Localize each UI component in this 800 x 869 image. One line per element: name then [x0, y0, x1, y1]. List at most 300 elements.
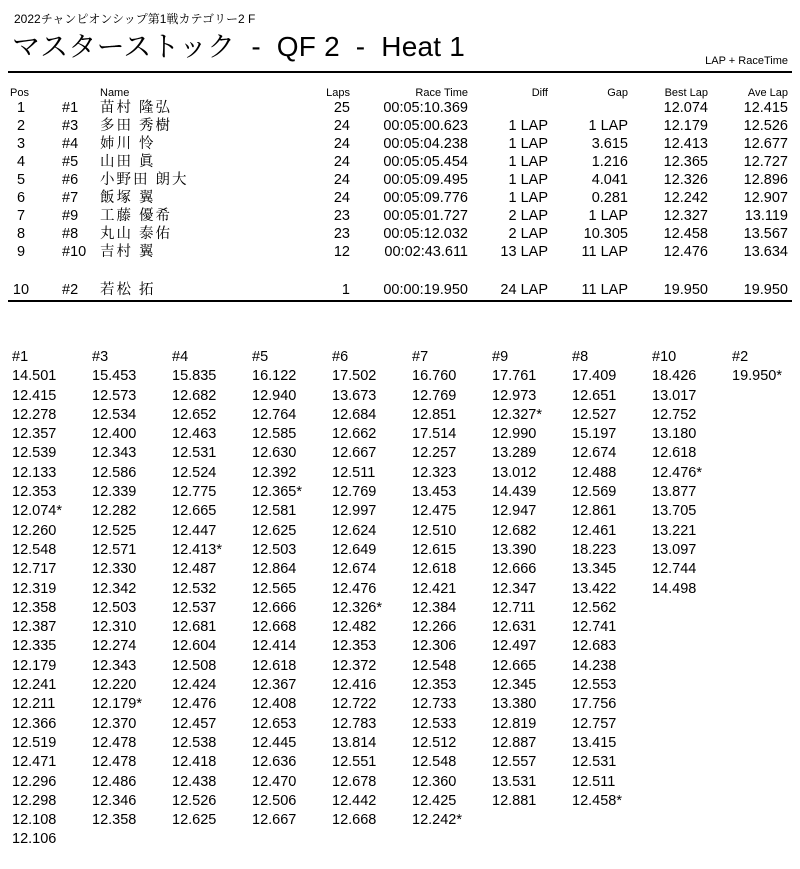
result-pos: 8 — [16, 226, 26, 242]
lap-column — [732, 348, 800, 387]
lap-time: 12.569 — [572, 484, 617, 501]
lap-time: 12.940 — [252, 387, 297, 404]
lap-time: 12.557 — [492, 754, 537, 771]
lap-time: 12.457 — [172, 715, 217, 732]
lap-time: 13.017 — [652, 387, 697, 404]
lap-time: 12.278 — [12, 406, 57, 423]
lap-time: 12.241 — [12, 677, 57, 694]
lap-time: 12.615 — [412, 541, 457, 558]
lap-time: 12.511 — [572, 773, 616, 790]
result-ave-lap: 12.907 — [743, 190, 788, 206]
lap-time: 16.760 — [412, 368, 457, 385]
lap-time: 12.470 — [252, 773, 297, 790]
lap-time: 12.343 — [92, 445, 137, 462]
col-ave-lap: Ave Lap — [747, 87, 788, 99]
lap-time: 12.482 — [332, 619, 377, 636]
lap-time: 12.532 — [172, 580, 217, 597]
lap-time: 12.497 — [492, 638, 537, 655]
lap-time: 12.548 — [412, 657, 457, 674]
lap-time: 12.447 — [172, 522, 217, 539]
lap-time: 12.668 — [252, 619, 297, 636]
result-laps: 24 — [333, 172, 350, 188]
result-race-time: 00:05:09.495 — [383, 172, 468, 188]
result-car-number: #7 — [62, 190, 79, 206]
lap-time: 12.665 — [172, 503, 217, 520]
result-car-number: #5 — [62, 154, 79, 170]
col-race-time: Race Time — [415, 87, 468, 99]
result-diff: 1 LAP — [508, 172, 548, 188]
lap-time: 12.488 — [572, 464, 617, 481]
lap-time: 12.752 — [652, 406, 697, 423]
result-car-number: #8 — [62, 226, 79, 242]
lap-time: 12.684 — [332, 406, 377, 423]
result-pos: 7 — [16, 208, 26, 224]
lap-column-car-number: #1 — [12, 349, 29, 365]
lap-time: 12.581 — [252, 503, 297, 520]
lap-time: 12.310 — [92, 619, 137, 636]
lap-time: 12.296 — [12, 773, 57, 790]
lap-time: 12.343 — [92, 657, 137, 674]
col-laps: Laps — [326, 87, 350, 99]
lap-time: 12.413* — [172, 541, 222, 558]
lap-time: 12.662 — [332, 426, 377, 443]
result-best-lap: 12.074 — [663, 100, 708, 116]
lap-time: 12.476* — [652, 464, 702, 481]
lap-time: 12.357 — [12, 426, 57, 443]
lap-time: 12.631 — [492, 619, 537, 636]
result-driver-name: 山田 眞 — [100, 154, 156, 170]
lap-time: 12.548 — [412, 754, 457, 771]
lap-column-car-number: #2 — [732, 349, 749, 365]
result-car-number: #3 — [62, 118, 79, 134]
lap-time: 12.366 — [12, 715, 57, 732]
lap-time: 12.370 — [92, 715, 137, 732]
result-race-time: 00:05:00.623 — [383, 118, 468, 134]
results-header-row — [0, 86, 800, 100]
result-ave-lap: 12.896 — [743, 172, 788, 188]
lap-time: 13.390 — [492, 541, 537, 558]
lap-time: 12.887 — [492, 734, 537, 751]
lap-time: 12.683 — [572, 638, 617, 655]
lap-time: 16.122 — [252, 368, 297, 385]
lap-time: 12.503 — [92, 599, 137, 616]
result-ave-lap: 13.634 — [743, 244, 788, 260]
lap-time: 12.531 — [172, 445, 217, 462]
lap-time: 18.426 — [652, 368, 697, 385]
lap-time: 12.565 — [252, 580, 297, 597]
result-row — [0, 154, 800, 171]
lap-time: 12.471 — [12, 754, 57, 771]
result-ave-lap: 13.119 — [744, 208, 788, 224]
lap-time: 13.422 — [572, 580, 617, 597]
result-driver-name: 姉川 怜 — [100, 136, 156, 152]
lap-time: 12.425 — [412, 792, 457, 809]
lap-time: 12.179* — [92, 696, 142, 713]
lap-time: 12.478 — [92, 754, 137, 771]
lap-column-car-number: #5 — [252, 349, 269, 365]
lap-time: 12.347 — [492, 580, 537, 597]
lap-time: 12.666 — [252, 599, 297, 616]
lap-time: 12.400 — [92, 426, 137, 443]
lap-time: 14.501 — [12, 368, 57, 385]
header-divider — [8, 71, 792, 73]
lap-time: 12.414 — [252, 638, 297, 655]
result-diff: 13 LAP — [500, 244, 548, 260]
lap-time: 12.503 — [252, 541, 297, 558]
lap-column — [412, 348, 492, 830]
lap-time: 13.814 — [332, 734, 377, 751]
lap-time: 12.667 — [252, 812, 297, 829]
result-gap: 11 LAP — [581, 244, 628, 260]
lap-time: 12.531 — [572, 754, 617, 771]
lap-column-car-number: #6 — [332, 349, 349, 365]
result-pos: 6 — [16, 190, 26, 206]
result-pos: 5 — [16, 172, 26, 188]
lap-time: 12.651 — [572, 387, 617, 404]
col-gap: Gap — [607, 87, 628, 99]
lap-time: 12.353 — [412, 677, 457, 694]
lap-time: 12.764 — [252, 406, 297, 423]
lap-time: 12.353 — [332, 638, 377, 655]
lap-time: 13.097 — [652, 541, 697, 558]
lap-time: 12.666 — [492, 561, 537, 578]
lap-time: 12.476 — [332, 580, 377, 597]
result-ave-lap: 12.415 — [743, 100, 788, 116]
lap-time: 12.365* — [252, 484, 302, 501]
lap-time: 12.722 — [332, 696, 377, 713]
lap-time: 12.551 — [332, 754, 377, 771]
lap-time: 12.335 — [12, 638, 57, 655]
lap-time: 12.562 — [572, 599, 617, 616]
result-pos: 4 — [16, 154, 26, 170]
lap-column — [652, 348, 732, 599]
lap-time: 12.510 — [412, 522, 457, 539]
result-race-time: 00:05:10.369 — [383, 100, 468, 116]
result-race-time: 00:05:09.776 — [383, 190, 468, 206]
lap-time: 12.533 — [412, 715, 457, 732]
lap-time: 12.769 — [332, 484, 377, 501]
lap-time: 12.717 — [12, 561, 57, 578]
lap-time: 12.461 — [572, 522, 617, 539]
result-pos: 2 — [16, 118, 26, 134]
lap-time: 12.519 — [12, 734, 57, 751]
result-gap: 11 LAP — [581, 282, 628, 298]
col-best-lap: Best Lap — [664, 87, 708, 99]
result-row — [0, 136, 800, 153]
result-laps: 24 — [333, 190, 350, 206]
lap-time: 12.733 — [412, 696, 457, 713]
result-car-number: #1 — [62, 100, 79, 116]
lap-time: 12.525 — [92, 522, 137, 539]
lap-time: 12.387 — [12, 619, 57, 636]
lap-time: 12.342 — [92, 580, 137, 597]
col-pos: Pos — [10, 87, 29, 99]
lap-column-car-number: #8 — [572, 349, 589, 365]
lap-time: 12.360 — [412, 773, 457, 790]
lap-time: 12.618 — [412, 561, 457, 578]
lap-column — [172, 348, 252, 830]
lap-time: 15.453 — [92, 368, 137, 385]
lap-time: 12.649 — [332, 541, 377, 558]
result-race-time: 00:05:01.727 — [383, 208, 468, 224]
lap-time: 12.108 — [12, 812, 57, 829]
lap-time: 13.289 — [492, 445, 537, 462]
result-gap: 1 LAP — [588, 118, 628, 134]
result-diff: 1 LAP — [508, 190, 548, 206]
lap-time: 14.498 — [652, 580, 697, 597]
lap-time: 17.756 — [572, 696, 617, 713]
lap-time: 12.538 — [172, 734, 217, 751]
result-best-lap: 12.326 — [663, 172, 708, 188]
lap-time: 15.197 — [572, 426, 617, 443]
lap-time: 12.711 — [492, 599, 536, 616]
result-row — [0, 118, 800, 135]
results-bottom-divider — [8, 300, 792, 302]
lap-time: 12.630 — [252, 445, 297, 462]
result-best-lap: 12.476 — [663, 244, 708, 260]
report-type-label: LAP + RaceTime — [705, 55, 788, 67]
result-row — [0, 282, 800, 299]
lap-time: 14.439 — [492, 484, 537, 501]
lap-time: 19.950* — [732, 368, 782, 385]
lap-time: 12.744 — [652, 561, 697, 578]
lap-time: 12.074* — [12, 503, 62, 520]
lap-time: 13.380 — [492, 696, 537, 713]
result-driver-name: 吉村 翼 — [100, 244, 156, 260]
lap-time: 12.851 — [412, 406, 457, 423]
result-laps: 24 — [333, 136, 350, 152]
lap-time: 13.531 — [492, 773, 537, 790]
result-pos: 3 — [16, 136, 26, 152]
result-laps: 1 — [341, 282, 350, 298]
lap-time: 12.319 — [12, 580, 57, 597]
lap-time: 17.514 — [412, 426, 457, 443]
lap-time: 17.761 — [492, 368, 537, 385]
result-pos: 10 — [12, 282, 30, 298]
lap-time: 12.487 — [172, 561, 217, 578]
lap-time: 12.458* — [572, 792, 622, 809]
event-subtitle: 2022チャンピオンシップ第1戦カテゴリー2 F — [14, 12, 256, 26]
lap-time: 12.682 — [172, 387, 217, 404]
lap-column-car-number: #7 — [412, 349, 429, 365]
lap-time: 13.705 — [652, 503, 697, 520]
result-car-number: #9 — [62, 208, 79, 224]
lap-time: 12.526 — [172, 792, 217, 809]
lap-time: 12.636 — [252, 754, 297, 771]
result-driver-name: 丸山 泰佑 — [100, 226, 173, 242]
lap-column — [92, 348, 172, 830]
lap-time: 12.539 — [12, 445, 57, 462]
lap-time: 12.323 — [412, 464, 457, 481]
lap-column-car-number: #3 — [92, 349, 109, 365]
lap-time: 12.775 — [172, 484, 217, 501]
lap-time: 12.667 — [332, 445, 377, 462]
lap-time: 12.106 — [12, 831, 57, 848]
lap-time: 12.442 — [332, 792, 377, 809]
lap-time: 13.012 — [492, 464, 537, 481]
lap-time: 12.997 — [332, 503, 377, 520]
lap-time: 12.424 — [172, 677, 217, 694]
lap-time: 12.133 — [12, 464, 57, 481]
lap-time: 12.678 — [332, 773, 377, 790]
result-race-time: 00:02:43.611 — [384, 244, 468, 260]
result-driver-name: 飯塚 翼 — [100, 190, 156, 206]
lap-time: 12.783 — [332, 715, 377, 732]
lap-time: 12.476 — [172, 696, 217, 713]
result-laps: 23 — [333, 226, 350, 242]
result-row — [0, 190, 800, 207]
result-ave-lap: 12.727 — [743, 154, 788, 170]
lap-time: 12.652 — [172, 406, 217, 423]
lap-time: 12.653 — [252, 715, 297, 732]
result-ave-lap: 12.526 — [743, 118, 788, 134]
result-diff: 1 LAP — [508, 154, 548, 170]
result-row — [0, 244, 800, 261]
lap-time: 18.223 — [572, 541, 617, 558]
result-car-number: #10 — [62, 244, 87, 260]
lap-time: 12.463 — [172, 426, 217, 443]
lap-time: 12.438 — [172, 773, 217, 790]
lap-time: 12.421 — [412, 580, 457, 597]
lap-time: 12.524 — [172, 464, 217, 481]
lap-time: 12.260 — [12, 522, 57, 539]
lap-time: 12.665 — [492, 657, 537, 674]
lap-time: 12.586 — [92, 464, 137, 481]
lap-time: 12.508 — [172, 657, 217, 674]
result-driver-name: 多田 秀樹 — [100, 118, 173, 134]
result-best-lap: 19.950 — [663, 282, 708, 298]
lap-time: 12.618 — [252, 657, 297, 674]
lap-time: 12.478 — [92, 734, 137, 751]
lap-time: 12.266 — [412, 619, 457, 636]
lap-time: 12.973 — [492, 387, 537, 404]
lap-time: 12.346 — [92, 792, 137, 809]
lap-time: 12.527 — [572, 406, 617, 423]
lap-time: 12.306 — [412, 638, 457, 655]
lap-time: 12.408 — [252, 696, 297, 713]
lap-time: 12.585 — [252, 426, 297, 443]
lap-time: 12.282 — [92, 503, 137, 520]
result-best-lap: 12.413 — [663, 136, 708, 152]
lap-time: 12.674 — [332, 561, 377, 578]
result-race-time: 00:00:19.950 — [383, 282, 468, 298]
lap-time: 12.819 — [492, 715, 537, 732]
lap-time: 12.571 — [92, 541, 137, 558]
page-title: マスターストック - QF 2 - Heat 1 — [12, 31, 465, 62]
lap-time: 12.326* — [332, 599, 382, 616]
lap-time: 13.453 — [412, 484, 457, 501]
result-driver-name: 工藤 優希 — [100, 208, 173, 224]
lap-time: 12.372 — [332, 657, 377, 674]
result-driver-name: 苗村 隆弘 — [100, 100, 173, 116]
lap-column — [252, 348, 332, 830]
result-pos: 9 — [16, 244, 26, 260]
result-driver-name: 小野田 朗大 — [100, 172, 189, 188]
lap-time: 13.415 — [572, 734, 617, 751]
lap-time: 12.416 — [332, 677, 377, 694]
result-row — [0, 208, 800, 225]
lap-column-car-number: #10 — [652, 349, 677, 365]
lap-time: 12.330 — [92, 561, 137, 578]
lap-time: 12.367 — [252, 677, 297, 694]
lap-time: 12.274 — [92, 638, 137, 655]
lap-time: 12.512 — [412, 734, 457, 751]
lap-time: 12.392 — [252, 464, 297, 481]
lap-time: 12.445 — [252, 734, 297, 751]
lap-column — [492, 348, 572, 811]
lap-time: 12.947 — [492, 503, 537, 520]
lap-time: 12.339 — [92, 484, 137, 501]
lap-time: 12.625 — [252, 522, 297, 539]
result-driver-name: 若松 拓 — [100, 282, 156, 298]
lap-time: 12.353 — [12, 484, 57, 501]
result-laps: 12 — [333, 244, 350, 260]
col-diff: Diff — [531, 87, 548, 99]
lap-time: 13.221 — [652, 522, 697, 539]
lap-time: 12.674 — [572, 445, 617, 462]
result-race-time: 00:05:12.032 — [383, 226, 468, 242]
lap-time: 13.180 — [652, 426, 697, 443]
lap-time: 13.877 — [652, 484, 697, 501]
result-diff: 1 LAP — [508, 136, 548, 152]
result-laps: 24 — [333, 154, 350, 170]
lap-time: 12.511 — [332, 464, 376, 481]
lap-time: 12.573 — [92, 387, 137, 404]
col-name: Name — [100, 87, 130, 99]
lap-time: 12.415 — [12, 387, 57, 404]
lap-time: 12.475 — [412, 503, 457, 520]
lap-time: 12.681 — [172, 619, 217, 636]
result-best-lap: 12.327 — [663, 208, 708, 224]
lap-time: 12.553 — [572, 677, 617, 694]
result-diff: 24 LAP — [500, 282, 548, 298]
lap-time: 12.220 — [92, 677, 137, 694]
lap-time: 12.534 — [92, 406, 137, 423]
result-race-time: 00:05:04.238 — [383, 136, 468, 152]
lap-time: 14.238 — [572, 657, 617, 674]
lap-time: 12.327* — [492, 406, 542, 423]
result-best-lap: 12.179 — [663, 118, 708, 134]
lap-time: 12.358 — [12, 599, 57, 616]
lap-time: 17.409 — [572, 368, 617, 385]
lap-time: 13.345 — [572, 561, 617, 578]
result-row — [0, 100, 800, 117]
result-car-number: #4 — [62, 136, 79, 152]
lap-time: 12.757 — [572, 715, 617, 732]
result-gap: 1.216 — [591, 154, 628, 170]
lap-column-car-number: #4 — [172, 349, 189, 365]
lap-time: 12.506 — [252, 792, 297, 809]
lap-time: 12.418 — [172, 754, 217, 771]
lap-time: 12.624 — [332, 522, 377, 539]
result-laps: 24 — [333, 118, 350, 134]
lap-time: 12.548 — [12, 541, 57, 558]
result-car-number: #2 — [62, 282, 79, 298]
lap-time: 12.625 — [172, 812, 217, 829]
result-row — [0, 226, 800, 243]
result-gap: 3.615 — [591, 136, 628, 152]
lap-time: 17.502 — [332, 368, 377, 385]
lap-column-car-number: #9 — [492, 349, 509, 365]
result-diff: 1 LAP — [508, 118, 548, 134]
result-gap: 1 LAP — [588, 208, 628, 224]
result-ave-lap: 12.677 — [743, 136, 788, 152]
result-best-lap: 12.458 — [663, 226, 708, 242]
lap-column — [572, 348, 652, 811]
result-row — [0, 172, 800, 189]
result-gap: 0.281 — [591, 190, 628, 206]
lap-time: 12.358 — [92, 812, 137, 829]
